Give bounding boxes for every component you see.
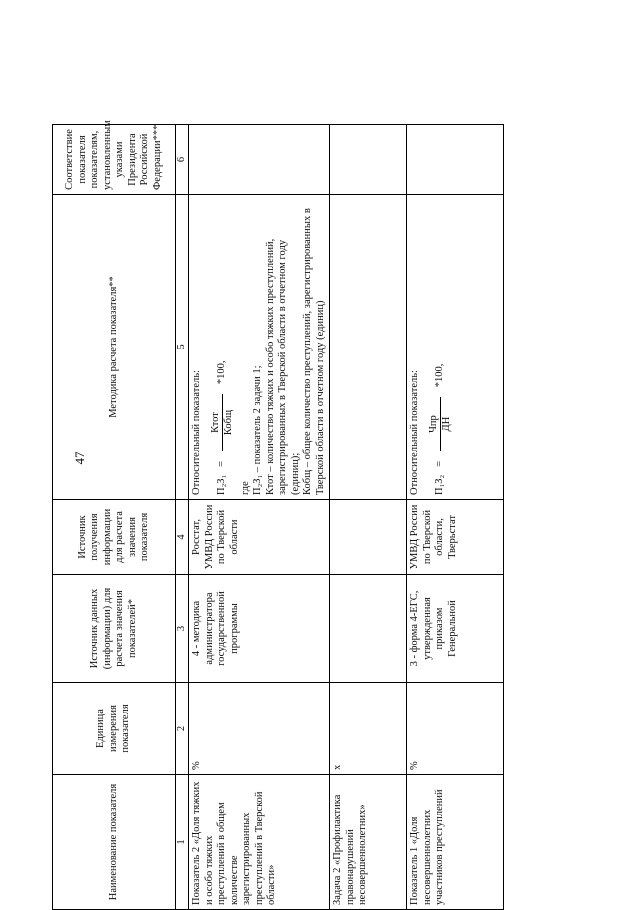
empty-cell	[330, 500, 407, 575]
column-numbers-row	[176, 125, 189, 910]
header-info-source: Источник получения информации для расчета значения показателя	[53, 500, 176, 575]
indicator-method	[407, 195, 504, 500]
formula-fraction	[428, 397, 454, 451]
formula-multiplier: *100,	[216, 360, 228, 385]
formula-lhs: П₁З₂	[434, 474, 446, 495]
method-intro: Относительный показатель:	[191, 370, 202, 495]
column-number: 2	[176, 683, 189, 775]
method-definition: П₂З₁ – показатель 2 задачи 1;	[252, 365, 263, 495]
formula-numerator: Ктот	[210, 394, 224, 451]
indicator-name: Показатель 2 «Доля тяжких и особо тяжких преступлений в общем количестве зарегистрированных преступлений в Тверской области»	[189, 775, 330, 910]
indicator-unit: %	[189, 683, 330, 775]
method-intro: Относительный показатель:	[409, 370, 420, 495]
indicator-info-source: УМВД России по Тверской области, Тверьстат	[407, 500, 504, 575]
table-row	[407, 125, 504, 910]
empty-cell	[330, 195, 407, 500]
page-number: 47	[72, 451, 87, 465]
column-number: 5	[176, 195, 189, 500]
method-formula	[210, 199, 236, 495]
header-method: Методика расчета показателя**	[53, 195, 176, 500]
formula-equals: =	[216, 460, 228, 467]
column-number: 6	[176, 125, 189, 195]
method-definition: Кобщ – общее количество преступлений, зарегистрированных в Тверской области в отчетном году (единиц)	[302, 208, 326, 495]
indicator-data-source: 3 - форма 4-ЕГС, утвержденная приказом Генеральной	[407, 575, 504, 683]
formula-fraction	[210, 394, 236, 451]
rotated-table-container	[52, 120, 540, 910]
formula-denominator: ДН	[441, 416, 452, 432]
method-definition: Ктот – количество тяжких и особо тяжких преступлений, зарегистрированных в Тверской области в отчетном году (единиц);	[264, 238, 301, 495]
indicator-compliance	[189, 125, 330, 195]
empty-cell	[330, 125, 407, 195]
formula-multiplier: *100,	[434, 363, 446, 388]
indicator-method	[189, 195, 330, 500]
table-row	[189, 125, 330, 910]
formula-lhs: П₂З₁	[216, 474, 228, 495]
formula-equals: =	[434, 460, 446, 467]
empty-cell	[330, 575, 407, 683]
task-unit: x	[330, 683, 407, 775]
indicator-unit: %	[407, 683, 504, 775]
formula-denominator: Кобщ	[223, 409, 234, 436]
task-name: Задача 2 «Профилактика правонарушений несовершеннолетних»	[330, 775, 407, 910]
indicator-info-source: Росстат, УМВД России по Тверской области	[189, 500, 330, 575]
method-formula	[428, 199, 454, 495]
header-indicator-name: Наименование показателя	[53, 775, 176, 910]
indicator-name: Показатель 1 «Доля несовершеннолетних участников преступлений	[407, 775, 504, 910]
header-data-source: Источник данных (информации) для расчета значения показателей*	[53, 575, 176, 683]
formula-numerator: Чпр	[428, 397, 442, 451]
column-number: 4	[176, 500, 189, 575]
table-header-row	[53, 125, 176, 910]
method-where: где	[239, 481, 251, 495]
header-unit: Единица измерения показателя	[53, 683, 176, 775]
header-compliance: Соответствие показателя показателям, установленным указами Президента Российской Федерации***	[53, 125, 176, 195]
indicator-data-source: 4 - методика администратора государственной программы	[189, 575, 330, 683]
column-number: 3	[176, 575, 189, 683]
table-row	[330, 125, 407, 910]
indicators-table	[52, 120, 504, 910]
indicator-compliance	[407, 125, 504, 195]
column-number: 1	[176, 775, 189, 910]
